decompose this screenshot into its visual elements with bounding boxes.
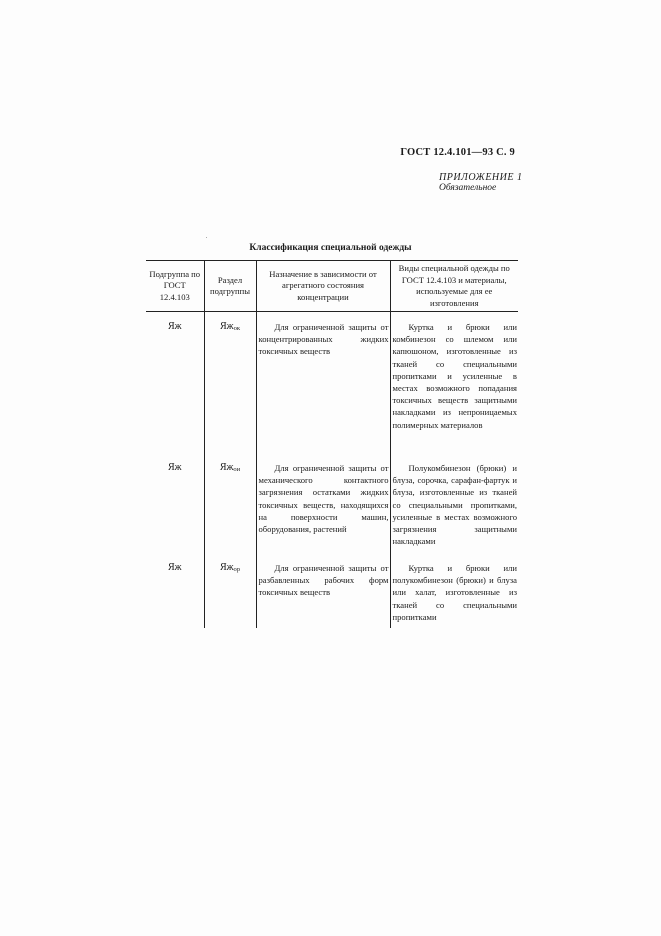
clothing-cell: Куртка и брюки или полукомбинезон (брюки) и блуза или халат, изготовленные из тканей со специальными пропитками	[390, 559, 518, 628]
section-code: Яж	[219, 462, 234, 473]
section-cell	[204, 318, 256, 459]
purpose-cell: Для ограниченной защиты от концентрированных жидких токсичных веществ	[256, 318, 390, 459]
table-row	[146, 559, 518, 628]
section-cell	[204, 559, 256, 628]
section-subscript: ок	[233, 325, 240, 332]
document-header: ГОСТ 12.4.101—93 С. 9	[400, 147, 515, 158]
scan-speck	[206, 237, 207, 238]
table-title: Классификация специальной одежды	[249, 243, 412, 253]
clothing-cell: Полукомбинезон (брюки) и блуза, сорочка, сарафан-фартук и блуза, изготовленные из тканей со специальными пропитками, усиленные в местах возможного загрязнения защитными накладками	[390, 459, 518, 559]
classification-table	[146, 260, 518, 628]
column-header-subgroup: Подгруппа по ГОСТ 12.4.103	[146, 261, 204, 312]
section-code: Яж	[219, 321, 234, 332]
column-header-purpose: Назначение в зависимости от агрегатного состояния концентрации	[256, 261, 390, 312]
section-cell	[204, 459, 256, 559]
table-row	[146, 318, 518, 459]
purpose-cell: Для ограниченной защиты от разбавленных рабочих форм токсичных веществ	[256, 559, 390, 628]
appendix-title: ПРИЛОЖЕНИЕ 1	[439, 172, 523, 183]
section-code: Яж	[219, 562, 234, 573]
section-subscript: ор	[233, 566, 241, 573]
subgroup-cell: Яж	[167, 462, 182, 473]
appendix-subtitle: Обязательное	[439, 183, 497, 193]
purpose-cell: Для ограниченной защиты от механического контактного загрязнения остатками жидких токсичных веществ, находящихся на поверхности машин, оборудования, растений	[256, 459, 390, 559]
column-header-section: Раздел подгруппы	[204, 261, 256, 312]
subgroup-cell: Яж	[167, 562, 182, 573]
subgroup-cell: Яж	[167, 321, 182, 332]
table-header-row	[146, 261, 518, 312]
section-subscript: ои	[233, 466, 241, 473]
column-header-clothing: Виды специальной одежды по ГОСТ 12.4.103 и материалы, используемые для ее изготовления	[390, 261, 518, 312]
table-row	[146, 459, 518, 559]
clothing-cell: Куртка и брюки или комбинезон со шлемом или капюшоном, изготовленные из тканей со специальными пропитками и усиленные в местах возможного попадания токсичных веществ защитными накладками из непроницаемых полимерных материалов	[390, 318, 518, 459]
